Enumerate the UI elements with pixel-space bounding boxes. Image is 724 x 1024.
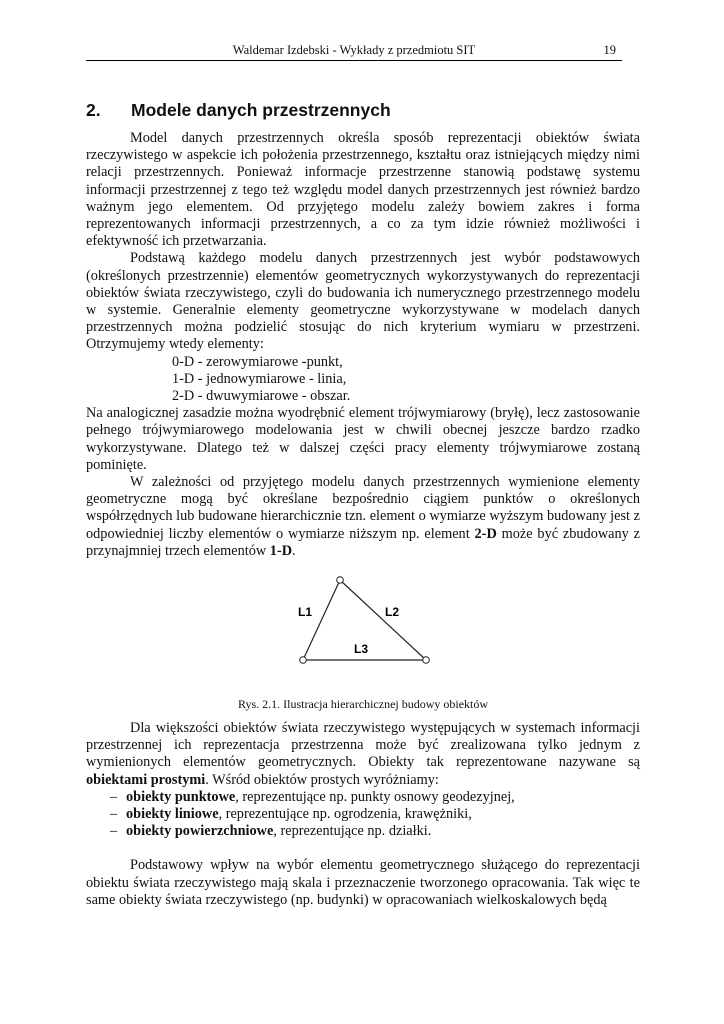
section-number: 2. — [86, 100, 101, 120]
p4-bold-2d: 2-D — [474, 525, 497, 542]
list-item-bold: obiekty liniowe — [126, 806, 219, 822]
list-item-text: , reprezentujące np. punkty osnowy geodezyjnej, — [235, 788, 515, 805]
text-block-top — [86, 130, 640, 560]
paragraph-3: Na analogicznej zasadzie można wyodrębnić element trójwymiarowy (bryłę), lecz zastosowanie pełnego trójwymiarowego modelowania jest w chwili obecnej jeszcze bardzo rzadko wykorzystywane. Dlatego też w dalszej części pracy elementy trójwymiarowe zostaną pominięte. — [86, 405, 640, 473]
bullet-dash: – — [110, 788, 118, 805]
page-header — [86, 40, 622, 61]
vertex-right — [423, 657, 430, 664]
label-l1: L1 — [298, 605, 313, 619]
figure-caption: Rys. 2.1. Ilustracja hierarchicznej budowy obiektów — [237, 697, 489, 711]
edge-l2 — [340, 580, 426, 660]
bullet-dash: – — [110, 823, 118, 840]
label-l3: L3 — [354, 642, 369, 656]
list-item — [86, 789, 640, 806]
section-heading — [86, 100, 391, 121]
dimension-item: 2-D - dwuwymiarowe - obszar. — [172, 388, 351, 405]
paragraph-4 — [86, 474, 640, 560]
list-item-text: , reprezentujące np. ogrodzenia, krawężniki, — [218, 806, 472, 822]
vertex-top — [337, 577, 344, 584]
list-item — [86, 823, 640, 840]
paragraph-5 — [86, 720, 640, 789]
text-block-bottom — [86, 720, 640, 909]
p4-text: . — [292, 542, 296, 559]
p5-bold: obiektami prostymi — [86, 771, 206, 788]
dimension-item: 1-D - jednowymiarowe - linia, — [172, 370, 347, 387]
edge-l1 — [303, 580, 340, 660]
p4-text: może być zbudowany z przynajmniej trzech elementów — [86, 525, 641, 559]
triangle-figure — [290, 572, 440, 672]
vertex-left — [300, 657, 307, 664]
list-item — [86, 806, 640, 823]
dimension-item: 0-D - zerowymiarowe -punkt, — [172, 353, 343, 370]
p4-bold-1d: 1-D — [269, 542, 293, 559]
dimension-list — [86, 354, 640, 406]
paragraph-1: Model danych przestrzennych określa sposób reprezentacji obiektów świata rzeczywistego w aspekcie ich położenia przestrzennego, kształtu oraz istniejących między nimi relacji przestrzennych. Ponieważ informacje przestrzenne stanowią podstawę systemu informacji przestrzennej z tego też względu model danych przestrzennych jest również bardzo ważnym jego elementem. Od przyjętego modelu zależy bowiem zakres i forma reprezentowanych informacji przestrzennych, a co za tym idzie również możliwości i efektywność ich przetwarzania. — [86, 130, 640, 250]
header-title: Waldemar Izdebski - Wykłady z przedmiotu SIT — [232, 43, 476, 57]
bullet-dash: – — [110, 806, 118, 822]
page-number: 19 — [603, 43, 616, 57]
paragraph-2: Podstawą każdego modelu danych przestrzennych jest wybór podstawowych (określonych przestrzennie) elementów geometrycznych wykorzystywanych do reprezentacji obiektów świata rzeczywistego, czyli do budowania ich numerycznego przestrzennego modelu w systemie. Generalnie elementy geometryczne wykorzystywane w modelach danych przestrzennych można podzielić stosując do nich kryterium wymiaru w przestrzeni. Otrzymujemy wtedy elementy: — [86, 250, 640, 353]
paragraph-6: Podstawowy wpływ na wybór elementu geometrycznego służącego do reprezentacji obiektu świata rzeczywistego mają skala i przeznaczenie tworzonego opracowania. Tak więc te same obiekty świata rzeczywistego (np. budynki) w opracowaniach wielkoskalowych będą — [86, 857, 640, 908]
p4-text: W zależności od przyjętego modelu danych przestrzennych wymienione elementy geometryczne mogą być określane bezpośrednio ciągiem punktów o określonych współrzędnych lub budowane hierarchicznie tzn. element o wymiarze wyższym budowany jest z odpowiedniej liczby elementów o wymiarze niższym np. element — [86, 474, 640, 542]
label-l2: L2 — [385, 605, 400, 619]
object-type-list — [86, 789, 640, 841]
list-item-bold: obiekty powierzchniowe — [126, 823, 274, 840]
p5-text: . Wśród obiektów prostych wyróżniamy: — [205, 771, 439, 788]
section-title: Modele danych przestrzennych — [131, 100, 391, 120]
list-item-text: , reprezentujące np. działki. — [273, 823, 432, 840]
p5-text: Dla większości obiektów świata rzeczywistego występujących w systemach informacji przestrzennej ich reprezentacja przestrzenna może być zrealizowana tylko jednym z wymienionych elementów geometrycznych. Obiekty tak reprezentowane nazywane są — [86, 720, 640, 771]
list-item-bold: obiekty punktowe — [126, 788, 236, 805]
